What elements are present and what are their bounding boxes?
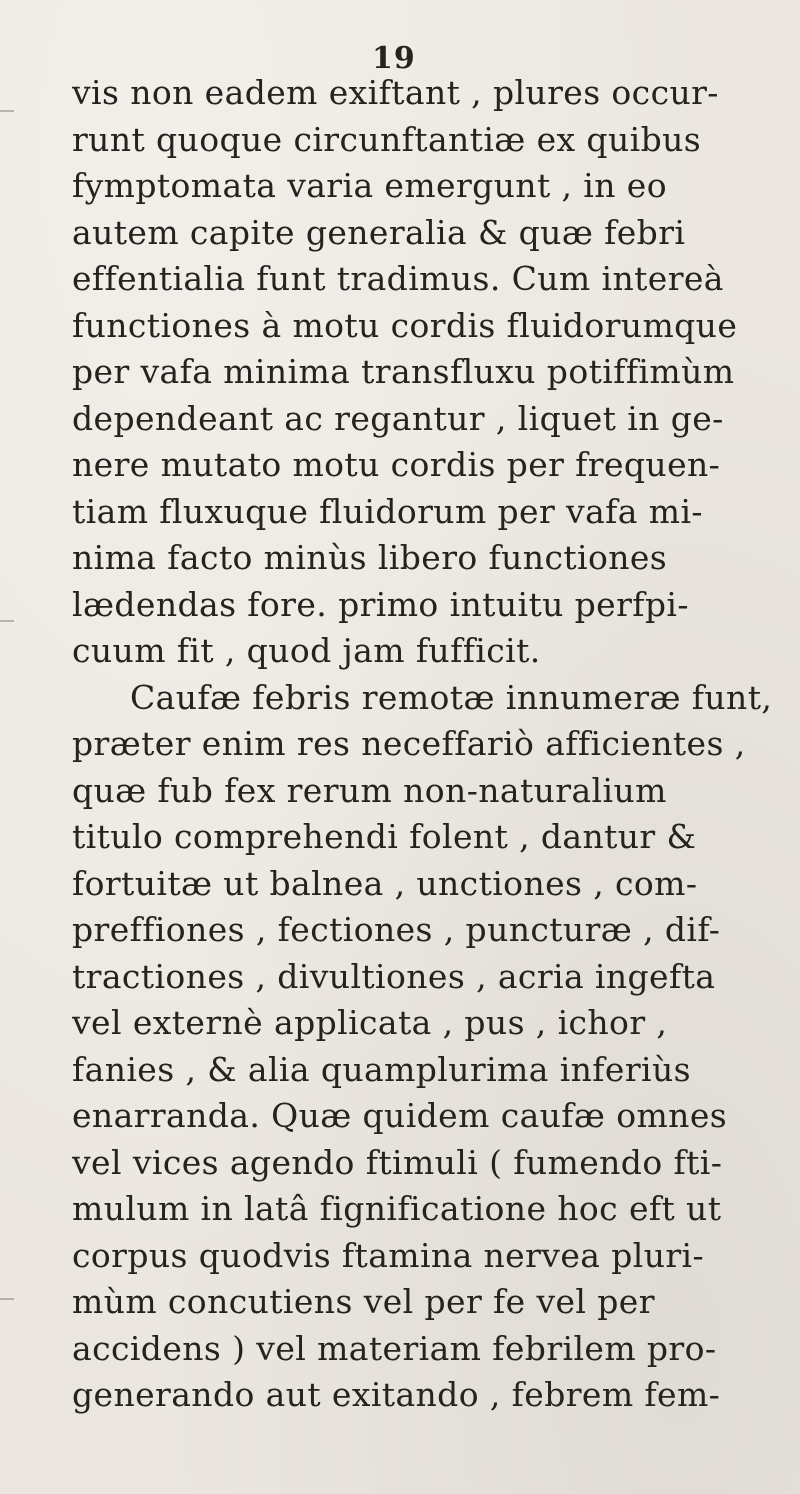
text-line: vel externè applicata , pus , ichor , — [72, 1003, 668, 1042]
text-line: nere mutato motu cordis per frequen- — [72, 445, 721, 484]
page-number: 19 — [372, 41, 416, 76]
text-line: preffiones , fectiones , puncturæ , dif- — [72, 910, 721, 949]
text-line: mulum in latâ fignificatione hoc eft ut — [72, 1189, 722, 1228]
paragraph-start-line: Caufæ febris remotæ innumeræ funt, — [130, 677, 773, 717]
text-line: tiam fluxuque fluidorum per vafa mi- — [72, 491, 703, 531]
text-line: lædendas fore. primo intuitu perfpi- — [72, 584, 689, 624]
text-line: accidens ) vel materiam febrilem pro- — [72, 1328, 717, 1368]
text-line: effentialia funt tradimus. Cum intereà — [72, 259, 724, 298]
margin-mark — [0, 620, 14, 622]
text-line: dependeant ac regantur , liquet in ge- — [72, 398, 724, 438]
text-line: cuum fit , quod jam fufficit. — [72, 631, 541, 670]
text-line: quæ fub fex rerum non-naturalium — [72, 770, 667, 810]
text-line: fanies , & alia quamplurima inferiùs — [72, 1049, 691, 1089]
text-line: autem capite generalia & quæ febri — [72, 212, 686, 252]
text-line: tractiones , divultiones , acria ingefta — [72, 956, 716, 996]
text-line: fortuitæ ut balnea , unctiones , com- — [72, 863, 698, 903]
text-line: corpus quodvis ftamina nervea pluri- — [72, 1235, 705, 1275]
margin-mark — [0, 110, 14, 112]
text-line: generando aut exitando , febrem fem- — [72, 1375, 721, 1414]
text-line: functiones à motu cordis fluidorumque — [72, 305, 738, 345]
body-text — [72, 70, 792, 1419]
text-line: vis non eadem exiftant , plures occur- — [72, 73, 719, 112]
text-line: fymptomata varia emergunt , in eo — [72, 166, 667, 205]
text-line: enarranda. Quæ quidem caufæ omnes — [72, 1096, 728, 1135]
text-line: per vafa minima transfluxu potiffimùm — [72, 352, 735, 391]
text-line: vel vices agendo ftimuli ( fumendo fti- — [72, 1142, 723, 1182]
text-line: mùm concutiens vel per fe vel per — [72, 1282, 655, 1321]
text-line: præter enim res neceffariò afficientes , — [72, 724, 746, 763]
text-line: runt quoque circunftantiæ ex quibus — [72, 119, 702, 159]
margin-mark — [0, 1298, 14, 1300]
text-line: nima facto minùs libero functiones — [72, 538, 668, 577]
text-line: titulo comprehendi folent , dantur & — [72, 817, 697, 856]
